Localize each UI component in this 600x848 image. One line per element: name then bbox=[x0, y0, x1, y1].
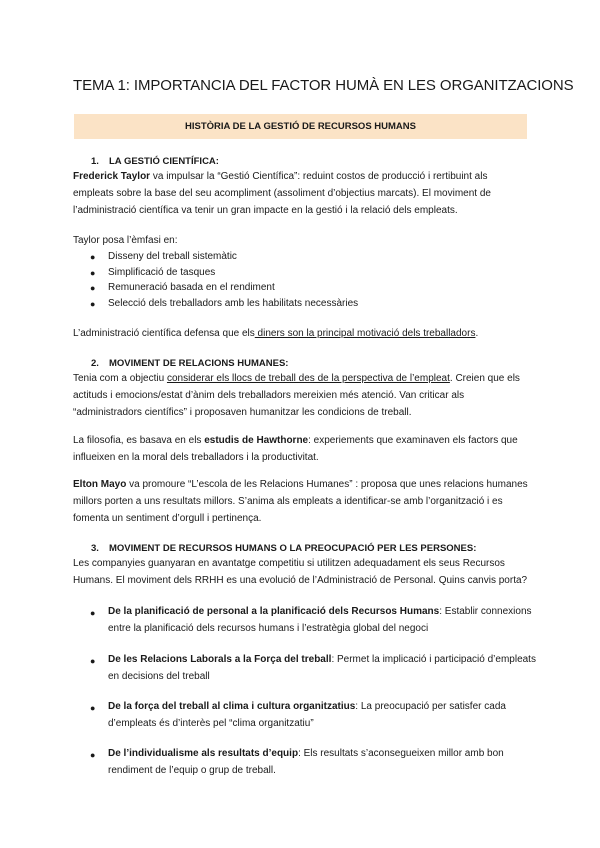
document-title: TEMA 1: IMPORTANCIA DEL FACTOR HUMÀ EN LES ORGANITZACIONS bbox=[73, 77, 574, 94]
list-item: Simplificació de tasques bbox=[108, 267, 216, 278]
list-item: De la força del treball al clima i cultura organitzatius: La preocupació per satisfer cada d’empleats és d’interès pel “clima organitzatiu” bbox=[108, 701, 506, 729]
list-item: De l’individualisme als resultats d’equip: Els resultats s’aconsegueixen millor amb bon rendiment de l’equip o grup de treball. bbox=[108, 748, 504, 776]
section-1-conclusion: L’administració científica defensa que els diners son la principal motivació dels treballadors. bbox=[73, 328, 479, 339]
list-item: Selecció dels treballadors amb les habilitats necessàries bbox=[108, 298, 359, 309]
section-1-paragraph: Frederick Taylor va impulsar la “Gestió Científica”: reduint costos de producció i rertibuint als empleats sobre la base del seu acompliment (assoliment d’objectius marcats). El moviment de l’administració científica va tenir un gran impacte en la gestió i la relació dels empleats. bbox=[73, 171, 491, 216]
hawthorne-paragraph: La filosofia, es basava en els estudis de Hawthorne: experiements que examinaven els factors que influeixen en la moral dels treballadors i la productivitat. bbox=[73, 435, 518, 463]
section-3-paragraph: Les companyies guanyaran en avantatge competitiu si utilitzen adequadament els seus Recursos Humans. El moviment dels RRHH es una evolució de l’Administració de Personal. Quins canvis porta? bbox=[73, 558, 528, 586]
bullet-dot: ● bbox=[90, 656, 96, 666]
bullet-dot: ● bbox=[90, 299, 96, 309]
section-1-heading: 1. LA GESTIÓ CIENTÍFICA: bbox=[91, 156, 219, 167]
section-2-heading: 2. MOVIMENT DE RELACIONS HUMANES: bbox=[91, 358, 289, 369]
bullet-dot: ● bbox=[90, 750, 96, 760]
section-3-heading: 3. MOVIMENT DE RECURSOS HUMANS O LA PREOCUPACIÓ PER LES PERSONES: bbox=[91, 543, 477, 554]
mayo-paragraph: Elton Mayo va promoure “L’escola de les Relacions Humanes” : proposa que unes relacions humanes millors porten a uns resultats millors. S’anima als empleats a identificar-se amb l’organització i es fomenta un sentiment d’orgull i pertinença. bbox=[73, 479, 528, 524]
list-item: Remuneració basada en el rendiment bbox=[108, 282, 275, 293]
bullet-dot: ● bbox=[90, 608, 96, 618]
section-2-paragraph: Tenia com a objectiu considerar els llocs de treball des de la perspectiva de l’empleat. Creien que els actituds i emocions/estat d’ànim dels treballadors mereixien més atenció. Van criticar als “administradors científics” i proposaven humanitzar les condicions de treball. bbox=[73, 373, 520, 418]
bullet-dot: ● bbox=[90, 703, 96, 713]
list-item: Disseny del treball sistemàtic bbox=[108, 251, 237, 262]
bullet-dot: ● bbox=[90, 252, 96, 262]
taylor-intro: Taylor posa l’èmfasi en: bbox=[73, 235, 178, 246]
banner-text: HISTÒRIA DE LA GESTIÓ DE RECURSOS HUMANS bbox=[184, 121, 416, 132]
bullet-dot: ● bbox=[90, 268, 96, 278]
list-item: De la planificació de personal a la planificació dels Recursos Humans: Establir connexions entre la planificació dels recursos humans i l’estratègia global del negoci bbox=[108, 606, 532, 634]
list-item: De les Relacions Laborals a la Força del treball: Permet la implicació i participació d’empleats en decisions del treball bbox=[108, 654, 536, 682]
section-banner bbox=[74, 114, 527, 139]
bullet-dot: ● bbox=[90, 283, 96, 293]
